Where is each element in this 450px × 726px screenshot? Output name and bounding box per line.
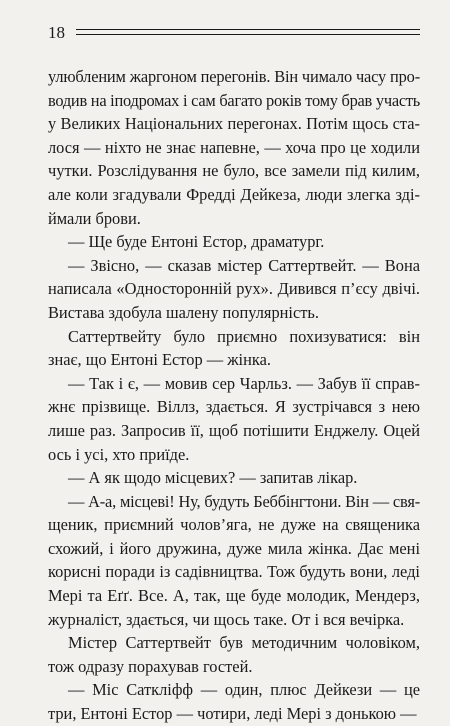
text-line: щеник, приємний чолов’яга, не дуже на священика xyxy=(48,515,420,535)
paragraph-8 xyxy=(48,631,420,678)
text-line: тож одразу порахував гостей. xyxy=(48,656,253,676)
header-rule-top xyxy=(76,29,420,30)
paragraph-4 xyxy=(48,325,420,372)
text-line: написала «Односторонній рух». Дивився п’єсу двічі. xyxy=(48,279,420,299)
text-line: схожий, і його дружина, дуже мила жінка. Дає мені xyxy=(48,538,420,558)
text-line: водив на іподромах і сам багато років тому брав участь xyxy=(48,90,421,110)
text-line: Саттертвейту було приємно похизуватися: він xyxy=(68,326,420,346)
paragraph-2 xyxy=(48,230,420,254)
text-line: ймали брови. xyxy=(48,208,141,228)
text-line: три, Ентоні Естор — чотири, леді Мері з донькою — xyxy=(48,704,417,724)
text-line: — Міс Саткліфф — один, плюс Дейкези — це xyxy=(68,680,420,700)
header-rule-bottom xyxy=(76,34,420,35)
text-line: лише раз. Запросив її, щоб потішити Енджелу. Оцей xyxy=(48,420,420,440)
text-line: чутки. Розслідування не було, все замели під килим, xyxy=(48,161,420,181)
page-header xyxy=(48,22,420,44)
text-line: корисні поради із садівництва. Тож будуть вони, леді xyxy=(48,562,420,582)
text-line: — Звісно, — сказав містер Саттертвейт. — Вона xyxy=(68,255,420,275)
text-line: Вистава здобула шалену популярність. xyxy=(48,302,319,322)
text-line: але коли згадували Фредді Дейкеза, люди злегка зді- xyxy=(48,184,420,204)
text-line: жнє прізвище. Віллз, здається. Я зустрічався з нею xyxy=(48,397,420,417)
text-line: — Так і є, — мовив сер Чарльз. — Забув її справ- xyxy=(68,373,420,393)
paragraph-6 xyxy=(48,466,420,490)
text-line: лося — ніхто не знає напевне, — хоча про це ходили xyxy=(48,137,420,157)
paragraph-3 xyxy=(48,254,420,325)
page-number: 18 xyxy=(48,23,65,42)
paragraph-9 xyxy=(48,678,420,725)
text-line: — Ще буде Ентоні Естор, драматург. xyxy=(68,232,325,252)
text-line: — А як щодо місцевих? — запитав лікар. xyxy=(68,468,358,488)
paragraph-1 xyxy=(48,65,420,230)
text-line: знає, що Ентоні Естор — жінка. xyxy=(48,350,271,370)
text-line: — А-а, місцеві! Ну, будуть Беббінгтони. Він — свя- xyxy=(68,491,420,511)
text-line: улюбленим жаргоном перегонів. Він чимало часу про- xyxy=(48,67,420,86)
text-line: у Великих Національних перегонах. Потім щось ста- xyxy=(48,114,420,134)
paragraph-5 xyxy=(48,372,420,466)
text-line: Мері та Еґґ. Все. А, так, ще буде молодик, Мендерз, xyxy=(48,586,420,606)
text-line: Містер Саттертвейт був методичним чоловіком, xyxy=(68,633,420,653)
text-line: журналіст, здається, чи щось таке. От і вся вечірка. xyxy=(48,609,405,629)
page-body xyxy=(48,65,420,726)
text-line: ось і усі, хто приїде. xyxy=(48,444,190,464)
paragraph-7 xyxy=(48,490,420,632)
